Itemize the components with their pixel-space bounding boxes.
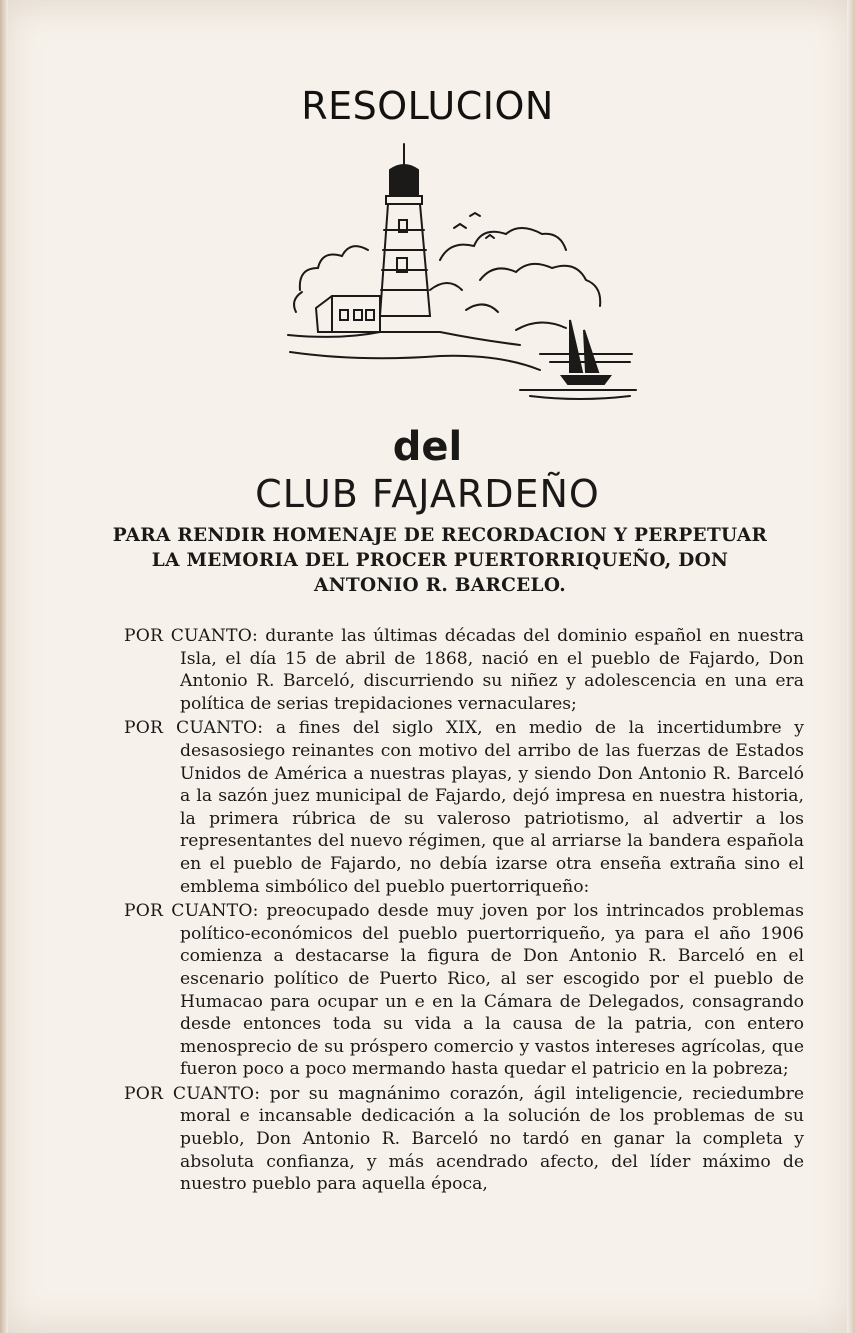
whereas-text: por su magnánimo corazón, ágil inteligencie, reciedumbre moral e incansable dedicación a la solución de los problemas de su pueblo, Don Antonio R. Barceló no tardó en ganar la completa y absoluta confianza, y más acendrado afecto, del líder máximo de nuestro pueblo para aquella época, [180,1083,805,1195]
whereas-lead: POR CUANTO: [124,901,259,922]
page-right-edge [847,0,855,1333]
whereas-text: a fines del siglo XIX, en medio de la incertidumbre y desasosiego reinantes con motivo del arribo de las fuerzas de Estados Unidos de América a nuestras playas, y siendo Don Antonio R. Barceló a la sazón juez municipal de Fajardo, dejó impresa en nuestra historia, la primera rúbrica de su valeroso patriotismo, al advertir a los representantes del nuevo régimen, que al arriarse la bandera española en el pueblo de Fajardo, no debía izarse otra enseña extraña sino el emblema simbólico del pueblo puertorriqueño: [180,718,804,897]
resolution-subtitle: PARA RENDIR HOMENAJE DE RECORDACION Y PERPETUAR LA MEMORIA DEL PROCER PUERTORRIQUEÑO, DON ANTONIO R. BARCELO. [112,525,768,596]
whereas-paragraph-3 [124,900,804,1081]
whereas-paragraph-4 [124,1083,804,1196]
whereas-lead: POR CUANTO: [124,1083,261,1104]
club-name-heading: CLUB FAJARDEÑO [255,472,600,516]
whereas-paragraph-2 [124,717,804,898]
resolution-body [124,625,804,1198]
page-left-edge [0,0,8,1333]
whereas-lead: POR CUANTO: [124,718,264,739]
del-heading: del [392,424,463,470]
whereas-text: durante las últimas décadas del dominio español en nuestra Isla, el día 15 de abril de 1868, nació en el pueblo de Fajardo, Don Antonio R. Barceló, discurriendo su niñez y adolescencia en una era política de serias trepidaciones vernaculares; [180,626,804,714]
lighthouse-illustration [280,140,640,400]
whereas-text: preocupado desde muy joven por los intrincados problemas político-económicos del pueblo puertorriqueño, ya para el año 1906 comienza a destacarse la figura de Don Antonio R. Barceló en el escenario político de Puerto Rico, al ser escogido por el pueblo de Humacao para ocupar un e en la Cámara de Delegados, consagrando desde entonces toda su vida a la causa de la patria, con entero menosprecio de su próspero comercio y vastos intereses agrícolas, que fueron poco a poco mermando hasta quedar el patricio en la pobreza; [180,901,804,1080]
whereas-lead: POR CUANTO: [124,626,258,646]
document-title: RESOLUCION [301,84,554,128]
whereas-paragraph-1 [124,625,804,715]
